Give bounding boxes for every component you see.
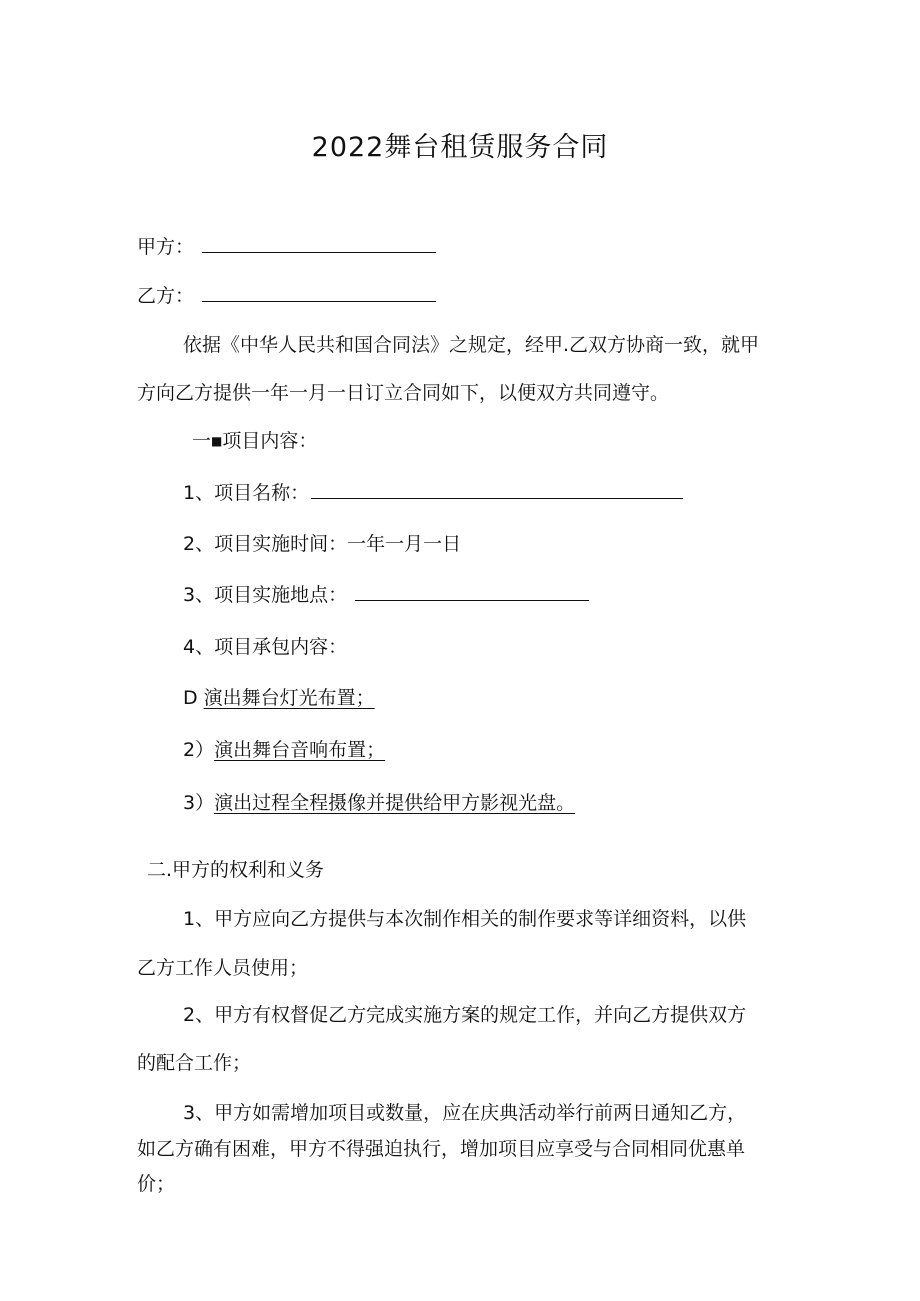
intro-line-2: 方向乙方提供一年一月一日订立合同如下，以便双方共同遵守。 bbox=[137, 382, 670, 404]
party-a-blank bbox=[202, 234, 436, 253]
scope-subitem-1-number: D bbox=[183, 687, 204, 709]
party-a-label: 甲方： bbox=[137, 236, 195, 258]
section2-p2-line-1: 2、甲方有权督促乙方完成实施方案的规定工作，并向乙方提供双方 bbox=[183, 1004, 747, 1026]
party-b-label: 乙方： bbox=[137, 285, 195, 307]
item-project-location-label: 3、项目实施地点： bbox=[183, 584, 348, 606]
section2-p3-line-3: 价； bbox=[137, 1173, 176, 1195]
item-project-name bbox=[183, 480, 683, 506]
party-b-blank bbox=[202, 283, 436, 302]
document-title: 2022舞台租赁服务合同 bbox=[311, 132, 609, 163]
party-a-line bbox=[137, 234, 436, 260]
section2-p1-line-2: 乙方工作人员使用； bbox=[137, 957, 309, 979]
intro-line-1: 依据《中华人民共和国合同法》之规定，经甲.乙双方协商一致，就甲 bbox=[183, 334, 760, 356]
section1-heading bbox=[192, 428, 317, 454]
item-project-scope: 4、项目承包内容： bbox=[183, 636, 348, 658]
project-name-blank bbox=[311, 480, 683, 499]
party-b-line bbox=[137, 283, 436, 309]
section1-heading-text: 项目内容： bbox=[222, 430, 318, 452]
section2-heading: 二.甲方的权利和义务 bbox=[147, 859, 325, 881]
scope-subitem-3-text: 演出过程全程摄像并提供给甲方影视光盘。 bbox=[214, 792, 576, 814]
scope-subitem-1 bbox=[183, 685, 375, 711]
scope-subitem-3 bbox=[183, 790, 575, 816]
scope-subitem-3-number: 3） bbox=[183, 792, 215, 814]
square-bullet-icon: ■ bbox=[211, 434, 223, 448]
item-project-location bbox=[183, 582, 589, 608]
section2-p1-line-1: 1、甲方应向乙方提供与本次制作相关的制作要求等详细资料，以供 bbox=[183, 908, 747, 930]
scope-subitem-2-number: 2） bbox=[183, 739, 215, 761]
section2-p3-line-1: 3、甲方如需增加项目或数量，应在庆典活动举行前两日通知乙方， bbox=[183, 1102, 747, 1124]
section1-heading-prefix: 一 bbox=[192, 430, 212, 452]
scope-subitem-2-text: 演出舞台音响布置； bbox=[214, 739, 386, 761]
item-project-name-label: 1、项目名称： bbox=[183, 482, 310, 504]
item-project-time: 2、项目实施时间：一年一月一日 bbox=[183, 533, 462, 555]
scope-subitem-1-text: 演出舞台灯光布置； bbox=[203, 687, 375, 709]
scope-subitem-2 bbox=[183, 737, 385, 763]
section2-p3-line-2: 如乙方确有困难，甲方不得强迫执行，增加项目应享受与合同相同优惠单 bbox=[137, 1138, 746, 1160]
section2-p2-line-2: 的配合工作； bbox=[137, 1052, 252, 1074]
project-location-blank bbox=[355, 582, 589, 601]
